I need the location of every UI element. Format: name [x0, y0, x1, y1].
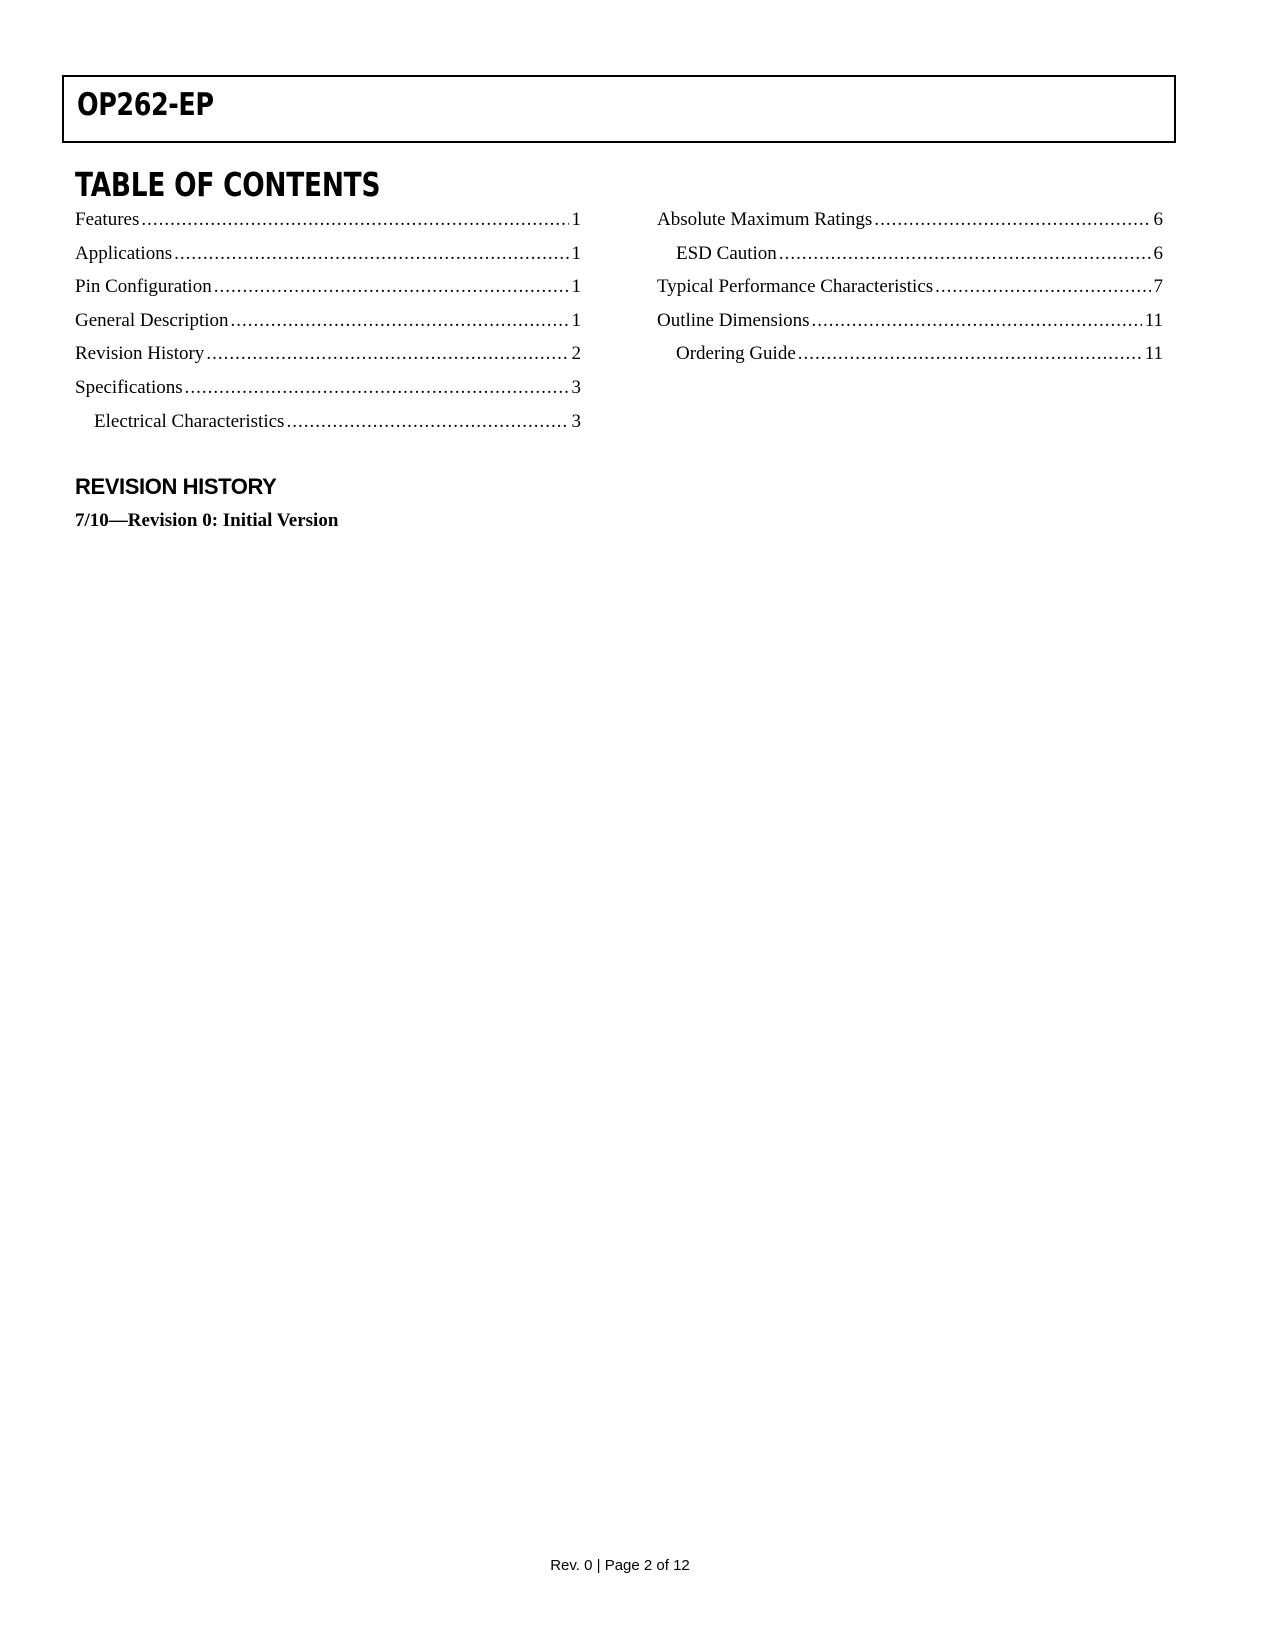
toc-entry-label: Features	[75, 209, 140, 230]
toc-entry-label: Revision History	[75, 343, 205, 365]
toc-entry-features[interactable]	[75, 203, 581, 237]
toc-entry-page: 2	[571, 343, 581, 365]
toc-entry-label: Pin Configuration	[75, 276, 212, 298]
toc-entry-label: Outline Dimensions	[657, 309, 810, 331]
toc-entry-page: 3	[571, 376, 581, 398]
toc-entry-pin-configuration[interactable]	[75, 270, 581, 304]
toc-entry-page: 7	[1153, 276, 1163, 298]
toc-leader-dots	[935, 270, 1150, 304]
toc-entry-general-description[interactable]	[75, 304, 581, 338]
page-footer: Rev. 0 | Page 2 of 12	[550, 1557, 690, 1574]
toc-entry-label: Ordering Guide	[676, 343, 796, 365]
toc-entry-page: 6	[1153, 242, 1163, 264]
toc-entry-typical-performance-characteristics[interactable]	[657, 270, 1163, 304]
toc-entry-page: 11	[1144, 343, 1163, 365]
toc-entry-specifications[interactable]	[75, 371, 581, 405]
toc-leader-dots	[206, 337, 568, 371]
toc-entry-page: 1	[571, 209, 581, 230]
toc-entry-label: Applications	[75, 242, 173, 264]
toc-entry-applications[interactable]	[75, 237, 581, 271]
toc-entry-label: ESD Caution	[676, 242, 777, 264]
toc-entry-label: Electrical Characteristics	[94, 410, 285, 432]
toc-leader-dots	[779, 237, 1151, 271]
toc-entry-page: 6	[1153, 209, 1163, 230]
toc-entry-revision-history[interactable]	[75, 337, 581, 371]
toc-entry-absolute-maximum-ratings[interactable]	[657, 203, 1163, 237]
toc-entry-label: Absolute Maximum Ratings	[657, 209, 873, 230]
toc-leader-dots	[231, 304, 569, 338]
toc-leader-dots	[874, 203, 1150, 237]
toc-entry-page: 3	[571, 410, 581, 432]
toc-entry-electrical-characteristics[interactable]	[75, 405, 581, 439]
toc-entry-label: General Description	[75, 309, 229, 331]
revision-entry: 7/10—Revision 0: Initial Version	[75, 510, 339, 531]
toc-leader-dots	[798, 337, 1142, 371]
toc-entry-page: 1	[571, 276, 581, 298]
toc-left-column	[75, 203, 581, 438]
toc-heading: TABLE OF CONTENTS	[75, 165, 381, 204]
toc-entry-esd-caution[interactable]	[657, 237, 1163, 271]
toc-entry-label: Typical Performance Characteristics	[657, 276, 934, 298]
toc-right-column	[657, 203, 1163, 371]
toc-entry-outline-dimensions[interactable]	[657, 304, 1163, 338]
toc-leader-dots	[286, 405, 568, 439]
toc-entry-page: 1	[571, 242, 581, 264]
header-box	[62, 75, 1176, 143]
toc-leader-dots	[141, 203, 568, 237]
toc-leader-dots	[185, 371, 569, 405]
document-title: OP262-EP	[77, 87, 214, 123]
toc-entry-page: 11	[1144, 309, 1163, 331]
toc-entry-label: Specifications	[75, 376, 183, 398]
toc-leader-dots	[174, 237, 568, 271]
toc-leader-dots	[812, 304, 1142, 338]
toc-entry-page: 1	[571, 309, 581, 331]
revision-history-heading: REVISION HISTORY	[75, 474, 277, 499]
toc-entry-ordering-guide[interactable]	[657, 337, 1163, 371]
toc-leader-dots	[214, 270, 569, 304]
